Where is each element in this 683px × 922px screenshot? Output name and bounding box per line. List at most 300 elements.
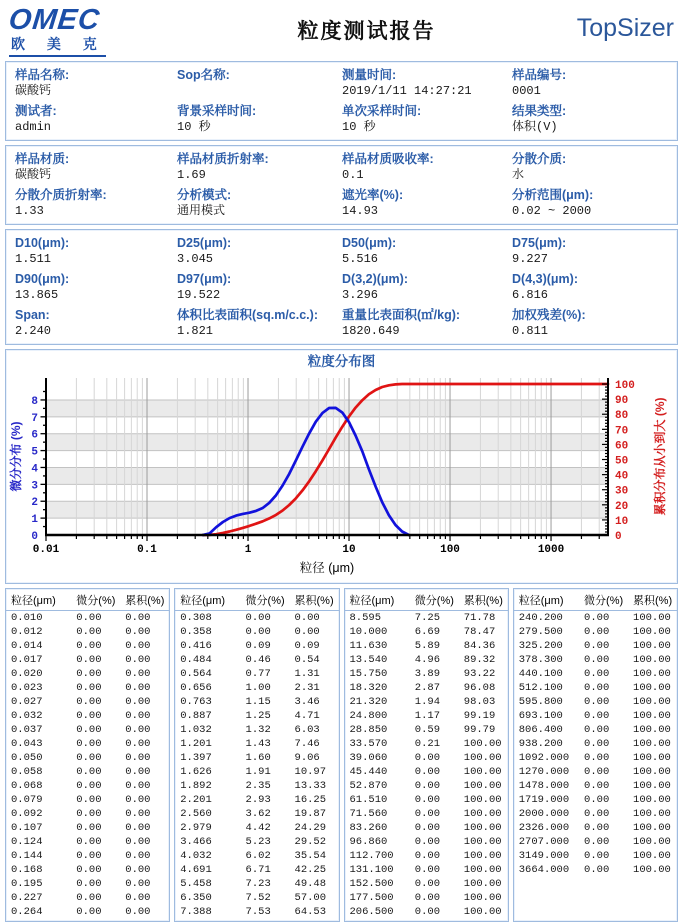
table-cell: 0.00 bbox=[414, 752, 441, 764]
report-header bbox=[5, 2, 678, 57]
table-row bbox=[6, 723, 169, 737]
table-row bbox=[345, 667, 508, 681]
table-cell: 98.03 bbox=[463, 696, 496, 708]
table-cell: 152.500 bbox=[349, 878, 394, 890]
table-cell: 71.560 bbox=[349, 808, 388, 820]
table-cell: 0.168 bbox=[11, 864, 43, 876]
table-cell: 2.979 bbox=[180, 822, 212, 834]
info-field bbox=[512, 187, 668, 219]
info-field bbox=[512, 271, 668, 303]
table-row bbox=[345, 905, 508, 919]
info-field bbox=[512, 235, 668, 267]
field-label: 测量时间: bbox=[342, 68, 397, 82]
table-row bbox=[6, 891, 169, 905]
table-cell: 3.89 bbox=[414, 668, 441, 680]
table-cell: 0.00 bbox=[125, 696, 151, 708]
table-cell: 0.014 bbox=[11, 640, 43, 652]
table-cell: 100.00 bbox=[633, 836, 671, 848]
table-cell: 1.892 bbox=[180, 780, 212, 792]
table-row bbox=[345, 779, 508, 793]
table-cell: 18.320 bbox=[349, 682, 388, 694]
table-row bbox=[345, 611, 508, 626]
field-label: 遮光率(%): bbox=[342, 188, 404, 202]
info-field bbox=[15, 271, 177, 303]
table-cell: 1.31 bbox=[294, 668, 320, 680]
table-cell: 42.25 bbox=[294, 864, 327, 876]
info-field bbox=[177, 67, 342, 99]
table-cell: 0.00 bbox=[125, 738, 151, 750]
column-header: 累积(%) bbox=[290, 590, 339, 611]
field-label: 样品材质: bbox=[15, 152, 70, 166]
table-row bbox=[345, 723, 508, 737]
table-cell: 0.017 bbox=[11, 654, 43, 666]
table-cell: 33.570 bbox=[349, 738, 388, 750]
table-cell: 0.00 bbox=[125, 724, 151, 736]
table-cell: 4.71 bbox=[294, 710, 320, 722]
table-cell: 0.027 bbox=[11, 696, 43, 708]
table-cell: 0.00 bbox=[125, 780, 151, 792]
table-row bbox=[514, 737, 677, 751]
right-tick-label: 80 bbox=[615, 410, 629, 423]
info-row bbox=[6, 233, 677, 269]
column-header: 累积(%) bbox=[120, 590, 169, 611]
table-row bbox=[175, 779, 338, 793]
table-cell: 0.00 bbox=[584, 682, 610, 694]
table-cell: 0.00 bbox=[414, 794, 441, 806]
table-cell: 100.00 bbox=[463, 738, 502, 750]
field-label: Span: bbox=[15, 308, 50, 322]
table-cell: 0.00 bbox=[584, 724, 610, 736]
table-cell: 0.043 bbox=[11, 738, 43, 750]
info-field bbox=[15, 307, 177, 339]
table-cell: 0.00 bbox=[584, 766, 610, 778]
left-tick-label: 6 bbox=[31, 429, 38, 442]
table-row bbox=[514, 625, 677, 639]
table-cell: 100.00 bbox=[633, 724, 671, 736]
right-tick-label: 100 bbox=[615, 380, 635, 393]
table-cell: 4.032 bbox=[180, 850, 212, 862]
field-label: D25(μm): bbox=[177, 236, 232, 250]
psd-table bbox=[514, 590, 677, 877]
table-cell: 1.43 bbox=[245, 738, 271, 750]
header-row bbox=[6, 590, 169, 611]
field-value: admin bbox=[15, 120, 52, 134]
table-cell: 1.626 bbox=[180, 766, 212, 778]
table-cell: 100.00 bbox=[463, 752, 502, 764]
info-field bbox=[342, 187, 512, 219]
column-header: 微分(%) bbox=[410, 590, 459, 611]
table-cell: 0.00 bbox=[76, 612, 102, 624]
right-tick-label: 60 bbox=[615, 440, 629, 453]
right-tick-label: 0 bbox=[615, 531, 622, 543]
right-tick-label: 10 bbox=[615, 515, 629, 528]
table-row bbox=[514, 611, 677, 626]
table-cell: 100.00 bbox=[633, 794, 671, 806]
table-cell: 0.00 bbox=[584, 640, 610, 652]
left-tick-label: 8 bbox=[31, 395, 38, 408]
table-cell: 0.00 bbox=[76, 696, 102, 708]
table-cell: 0.227 bbox=[11, 892, 43, 904]
x-tick-label: 0.01 bbox=[32, 544, 60, 556]
info-field bbox=[512, 307, 668, 339]
table-cell: 16.25 bbox=[294, 794, 327, 806]
table-cell: 2707.000 bbox=[518, 836, 570, 848]
right-tick-label: 20 bbox=[615, 500, 629, 513]
field-label: Sop名称: bbox=[177, 68, 230, 82]
column-header: 累积(%) bbox=[459, 590, 508, 611]
table-cell: 0.00 bbox=[294, 626, 320, 638]
table-row bbox=[514, 765, 677, 779]
table-row bbox=[514, 709, 677, 723]
info-field bbox=[342, 271, 512, 303]
table-cell: 100.00 bbox=[463, 906, 502, 918]
info-row bbox=[6, 101, 677, 137]
psd-table-body bbox=[175, 611, 338, 920]
table-row bbox=[6, 667, 169, 681]
table-cell: 1092.000 bbox=[518, 752, 570, 764]
table-row bbox=[175, 709, 338, 723]
info-row bbox=[6, 65, 677, 101]
info-field bbox=[15, 103, 177, 135]
info-row bbox=[6, 305, 677, 341]
table-cell: 100.00 bbox=[633, 766, 671, 778]
field-label: 测试者: bbox=[15, 104, 57, 118]
table-cell: 0.058 bbox=[11, 766, 43, 778]
table-cell: 5.23 bbox=[245, 836, 271, 848]
field-value: 1.33 bbox=[15, 204, 44, 218]
table-row bbox=[345, 835, 508, 849]
table-cell: 0.00 bbox=[125, 766, 151, 778]
table-cell: 28.850 bbox=[349, 724, 388, 736]
table-cell: 15.750 bbox=[349, 668, 388, 680]
table-cell: 6.03 bbox=[294, 724, 320, 736]
info-field bbox=[177, 271, 342, 303]
info-field bbox=[15, 67, 177, 99]
table-cell: 0.195 bbox=[11, 878, 43, 890]
table-cell: 39.060 bbox=[349, 752, 388, 764]
table-cell: 0.46 bbox=[245, 654, 271, 666]
table-row bbox=[6, 695, 169, 709]
table-cell: 100.00 bbox=[633, 626, 671, 638]
table-cell: 0.00 bbox=[414, 850, 441, 862]
table-cell: 0.00 bbox=[76, 738, 102, 750]
table-cell: 0.00 bbox=[584, 696, 610, 708]
table-cell: 45.440 bbox=[349, 766, 388, 778]
table-cell: 440.100 bbox=[518, 668, 563, 680]
field-value: 1.511 bbox=[15, 252, 52, 266]
table-cell: 100.00 bbox=[463, 808, 502, 820]
field-label: 结果类型: bbox=[512, 104, 567, 118]
table-cell: 89.32 bbox=[463, 654, 496, 666]
psd-table-head bbox=[175, 590, 338, 611]
table-cell: 2.560 bbox=[180, 808, 212, 820]
table-row bbox=[345, 821, 508, 835]
table-row bbox=[6, 835, 169, 849]
table-cell: 0.00 bbox=[584, 612, 610, 624]
field-value: 19.522 bbox=[177, 288, 221, 302]
table-row bbox=[345, 709, 508, 723]
table-cell: 49.48 bbox=[294, 878, 327, 890]
table-cell: 5.458 bbox=[180, 878, 212, 890]
left-tick-label: 2 bbox=[31, 497, 38, 510]
table-cell: 100.00 bbox=[633, 710, 671, 722]
table-cell: 0.00 bbox=[76, 710, 102, 722]
table-cell: 0.00 bbox=[76, 892, 102, 904]
table-cell: 0.00 bbox=[76, 822, 102, 834]
table-cell: 0.763 bbox=[180, 696, 212, 708]
table-cell: 0.00 bbox=[76, 878, 102, 890]
table-row bbox=[514, 653, 677, 667]
table-cell: 2.35 bbox=[245, 780, 271, 792]
field-label: 分析范围(μm): bbox=[512, 188, 594, 202]
table-cell: 96.08 bbox=[463, 682, 496, 694]
header-row bbox=[514, 590, 677, 611]
table-cell: 0.77 bbox=[245, 668, 271, 680]
info-row bbox=[6, 269, 677, 305]
table-cell: 0.00 bbox=[414, 892, 441, 904]
info-field bbox=[512, 67, 668, 99]
table-row bbox=[175, 625, 338, 639]
field-value: 0.1 bbox=[342, 168, 364, 182]
table-cell: 0.00 bbox=[125, 668, 151, 680]
table-row bbox=[6, 863, 169, 877]
left-tick-label: 1 bbox=[31, 514, 38, 527]
field-label: 加权残差(%): bbox=[512, 308, 586, 322]
table-cell: 0.00 bbox=[76, 906, 102, 918]
table-cell: 0.020 bbox=[11, 668, 43, 680]
field-value: 1820.649 bbox=[342, 324, 400, 338]
table-row bbox=[6, 681, 169, 695]
table-cell: 100.00 bbox=[463, 878, 502, 890]
info-field bbox=[15, 235, 177, 267]
table-cell: 6.71 bbox=[245, 864, 271, 876]
table-row bbox=[514, 695, 677, 709]
table-cell: 0.032 bbox=[11, 710, 43, 722]
info-field bbox=[512, 103, 668, 135]
table-cell: 2326.000 bbox=[518, 822, 570, 834]
field-label: 分散介质折射率: bbox=[15, 188, 107, 202]
table-row bbox=[345, 765, 508, 779]
field-value: 3.296 bbox=[342, 288, 379, 302]
field-label: 样品材质折射率: bbox=[177, 152, 269, 166]
field-value: 2.240 bbox=[15, 324, 52, 338]
table-row bbox=[175, 793, 338, 807]
field-label: 样品材质吸收率: bbox=[342, 152, 434, 166]
table-cell: 29.52 bbox=[294, 836, 327, 848]
table-row bbox=[6, 737, 169, 751]
psd-table bbox=[175, 590, 338, 919]
table-cell: 0.308 bbox=[180, 612, 212, 624]
table-cell: 0.00 bbox=[76, 836, 102, 848]
info-field bbox=[342, 307, 512, 339]
table-cell: 2.87 bbox=[414, 682, 441, 694]
table-cell: 1.00 bbox=[245, 682, 271, 694]
omec-logo bbox=[5, 2, 177, 57]
table-cell: 11.630 bbox=[349, 640, 388, 652]
table-cell: 10.97 bbox=[294, 766, 327, 778]
right-tick-label: 50 bbox=[615, 455, 629, 468]
table-cell: 0.037 bbox=[11, 724, 43, 736]
table-cell: 0.00 bbox=[125, 850, 151, 862]
table-row bbox=[514, 667, 677, 681]
table-cell: 0.124 bbox=[11, 836, 43, 848]
table-cell: 100.00 bbox=[633, 640, 671, 652]
table-cell: 0.59 bbox=[414, 724, 441, 736]
field-value: 通用模式 bbox=[177, 204, 226, 218]
table-row bbox=[175, 681, 338, 695]
table-row bbox=[175, 807, 338, 821]
table-cell: 0.00 bbox=[76, 654, 102, 666]
table-row bbox=[6, 807, 169, 821]
table-row bbox=[175, 611, 338, 626]
table-cell: 0.023 bbox=[11, 682, 43, 694]
table-cell: 0.144 bbox=[11, 850, 43, 862]
table-cell: 64.53 bbox=[294, 906, 327, 918]
field-label: 背景采样时间: bbox=[177, 104, 257, 118]
chart-title: 粒度分布图 bbox=[307, 354, 376, 369]
material-info-section bbox=[5, 145, 678, 225]
table-cell: 0.00 bbox=[584, 808, 610, 820]
table-row bbox=[345, 639, 508, 653]
x-axis-title: 粒径 (μm) bbox=[299, 561, 355, 575]
table-row bbox=[514, 793, 677, 807]
psd-chart-section bbox=[5, 349, 678, 584]
left-tick-label: 4 bbox=[31, 463, 38, 476]
table-row bbox=[6, 639, 169, 653]
right-tick-label: 40 bbox=[615, 470, 629, 483]
field-value: 0.811 bbox=[512, 324, 549, 338]
table-cell: 1719.000 bbox=[518, 794, 570, 806]
table-cell: 78.47 bbox=[463, 626, 496, 638]
info-field bbox=[512, 151, 668, 183]
table-cell: 0.00 bbox=[125, 808, 151, 820]
table-row bbox=[6, 709, 169, 723]
table-cell: 0.00 bbox=[125, 836, 151, 848]
left-tick-label: 7 bbox=[31, 412, 38, 425]
table-cell: 0.092 bbox=[11, 808, 43, 820]
table-row bbox=[175, 877, 338, 891]
table-cell: 0.656 bbox=[180, 682, 212, 694]
table-cell: 6.02 bbox=[245, 850, 271, 862]
info-field bbox=[15, 151, 177, 183]
table-row bbox=[6, 877, 169, 891]
table-cell: 0.00 bbox=[414, 906, 441, 918]
table-cell: 6.350 bbox=[180, 892, 212, 904]
table-cell: 0.00 bbox=[125, 682, 151, 694]
table-row bbox=[175, 751, 338, 765]
table-cell: 0.00 bbox=[125, 878, 151, 890]
table-cell: 1.60 bbox=[245, 752, 271, 764]
table-cell: 0.00 bbox=[584, 850, 610, 862]
table-cell: 512.100 bbox=[518, 682, 563, 694]
table-row bbox=[345, 751, 508, 765]
table-row bbox=[6, 765, 169, 779]
table-cell: 13.33 bbox=[294, 780, 327, 792]
table-cell: 10.000 bbox=[349, 626, 388, 638]
table-cell: 0.00 bbox=[584, 710, 610, 722]
table-row bbox=[345, 863, 508, 877]
table-cell: 83.260 bbox=[349, 822, 388, 834]
table-cell: 0.107 bbox=[11, 822, 43, 834]
table-cell: 84.36 bbox=[463, 640, 496, 652]
table-cell: 0.00 bbox=[125, 906, 151, 918]
table-row bbox=[175, 863, 338, 877]
field-label: D(4,3)(μm): bbox=[512, 272, 578, 286]
table-row bbox=[514, 807, 677, 821]
table-cell: 3.62 bbox=[245, 808, 271, 820]
table-cell: 0.00 bbox=[125, 864, 151, 876]
table-cell: 3.46 bbox=[294, 696, 320, 708]
info-field bbox=[342, 235, 512, 267]
table-row bbox=[6, 653, 169, 667]
table-cell: 1.032 bbox=[180, 724, 212, 736]
table-cell: 0.00 bbox=[414, 822, 441, 834]
table-cell: 100.00 bbox=[633, 850, 671, 862]
x-tick-label: 10 bbox=[342, 544, 356, 556]
info-field bbox=[177, 235, 342, 267]
table-row bbox=[6, 751, 169, 765]
table-cell: 0.416 bbox=[180, 640, 212, 652]
table-cell: 2.201 bbox=[180, 794, 212, 806]
table-cell: 0.00 bbox=[245, 626, 271, 638]
table-row bbox=[6, 779, 169, 793]
psd-table-body bbox=[6, 611, 169, 920]
table-row bbox=[514, 779, 677, 793]
table-cell: 0.09 bbox=[245, 640, 271, 652]
field-label: D50(μm): bbox=[342, 236, 397, 250]
table-cell: 325.200 bbox=[518, 640, 563, 652]
info-field bbox=[342, 67, 512, 99]
table-cell: 279.500 bbox=[518, 626, 563, 638]
table-row bbox=[175, 639, 338, 653]
table-cell: 57.00 bbox=[294, 892, 327, 904]
table-cell: 0.068 bbox=[11, 780, 43, 792]
table-cell: 100.00 bbox=[633, 682, 671, 694]
table-cell: 0.00 bbox=[584, 626, 610, 638]
field-label: 重量比表面积(㎡/kg): bbox=[342, 308, 461, 322]
column-header: 粒径(μm) bbox=[345, 590, 410, 611]
omec-logo-subtext: 欧 美 克 bbox=[9, 34, 106, 57]
result-values-section bbox=[5, 229, 678, 345]
table-cell: 100.00 bbox=[463, 836, 502, 848]
table-cell: 100.00 bbox=[463, 794, 502, 806]
field-label: D90(μm): bbox=[15, 272, 70, 286]
table-cell: 0.00 bbox=[76, 780, 102, 792]
field-value: 14.93 bbox=[342, 204, 379, 218]
table-row bbox=[345, 681, 508, 695]
table-row bbox=[175, 667, 338, 681]
field-value: 10 秒 bbox=[342, 120, 376, 134]
omec-logo-text: OMEC bbox=[7, 4, 102, 36]
field-value bbox=[177, 83, 342, 99]
table-cell: 24.29 bbox=[294, 822, 327, 834]
field-value: 0.02 ~ 2000 bbox=[512, 204, 592, 218]
table-row bbox=[345, 737, 508, 751]
header-row bbox=[175, 590, 338, 611]
table-cell: 7.23 bbox=[245, 878, 271, 890]
field-value: 10 秒 bbox=[177, 120, 211, 134]
table-cell: 7.25 bbox=[414, 612, 441, 624]
table-cell: 0.010 bbox=[11, 612, 43, 624]
table-cell: 8.595 bbox=[349, 612, 382, 624]
table-cell: 938.200 bbox=[518, 738, 563, 750]
table-cell: 0.00 bbox=[414, 780, 441, 792]
table-row bbox=[345, 695, 508, 709]
column-header: 粒径(μm) bbox=[175, 590, 240, 611]
field-label: 分散介质: bbox=[512, 152, 567, 166]
table-cell: 0.00 bbox=[414, 836, 441, 848]
table-cell: 71.78 bbox=[463, 612, 496, 624]
